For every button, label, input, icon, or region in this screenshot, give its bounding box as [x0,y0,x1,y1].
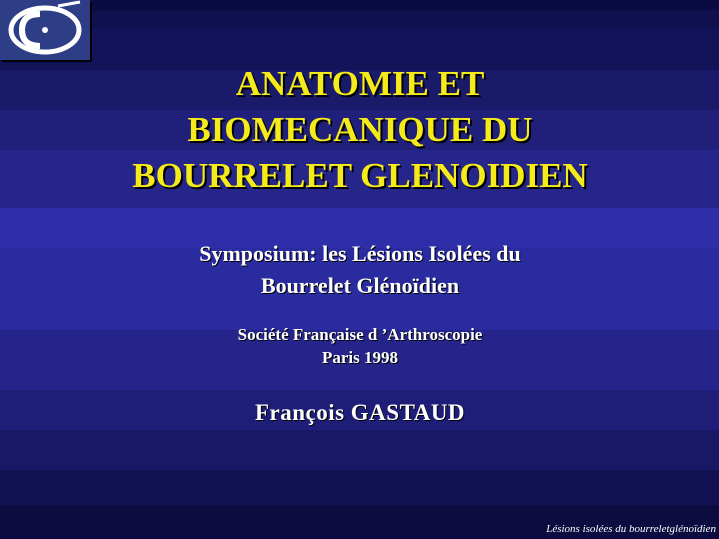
subtitle-line-1: Symposium: les Lésions Isolées du [199,241,521,266]
organization-name: Société Française d ’Arthroscopie [237,325,483,344]
slide-footer: Lésions isolées du bourreletglénoïdien [546,523,716,535]
subtitle-line-2: Bourrelet Glénoïdien [260,273,460,298]
title-line-2: BIOMECANIQUE DU [187,110,533,149]
organization-place-year: Paris 1998 [321,348,399,367]
slide-title [60,61,660,199]
society-logo-icon [0,0,90,60]
author-name: François GASTAUD [254,400,466,425]
organization-block [60,323,660,369]
title-line-1: ANATOMIE ET [235,64,485,103]
title-line-3: BOURRELET GLENOIDIEN [132,156,588,195]
symposium-subtitle [60,238,660,302]
